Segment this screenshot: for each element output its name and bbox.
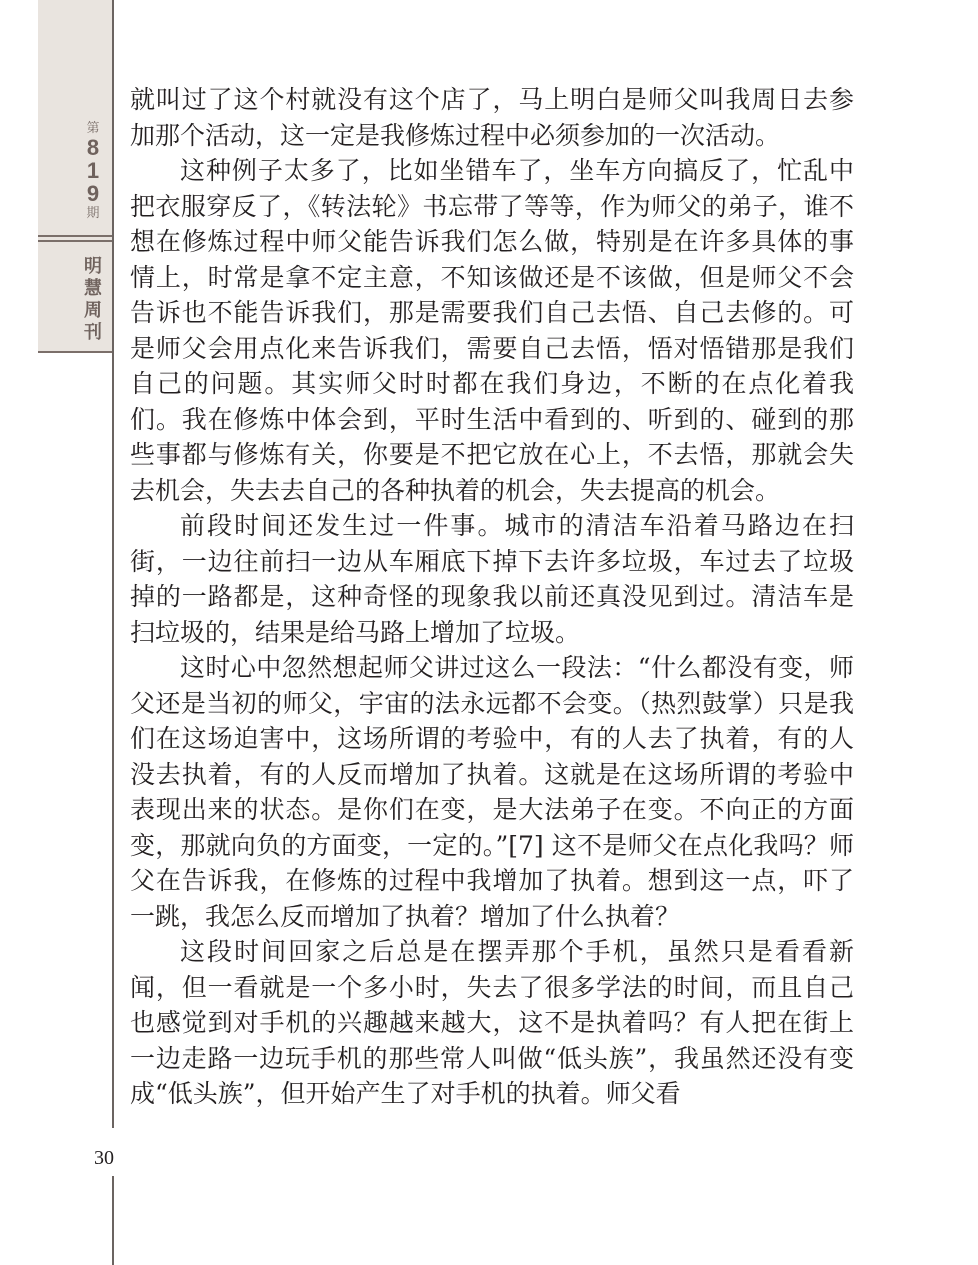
sidebar-divider	[38, 235, 112, 237]
paragraph: 这段时间回家之后总是在摆弄那个手机，虽然只是看看新闻，但一看就是一个多小时，失去了很多学法的时间，而且自己也感觉到对手机的兴趣越来越大，这不是执着吗？有人把在街上一边走路一边玩手机的那些常人叫做“低头族”，我虽然还没有变成“低头族”，但开始产生了对手机的执着。师父看	[130, 937, 854, 1108]
page-number: 30	[94, 1147, 114, 1169]
magazine-title-char: 刊	[84, 322, 102, 343]
issue-number	[74, 120, 112, 221]
magazine-title-char: 明	[84, 256, 102, 277]
article-body	[130, 82, 854, 1112]
issue-digit: 8	[86, 135, 100, 160]
magazine-title-char: 周	[84, 300, 102, 321]
paragraph: 就叫过了这个村就没有这个店了，马上明白是师父叫我周日去参加那个活动，这一定是我修炼过程中必须参加的一次活动。	[130, 85, 854, 150]
sidebar-bottom-divider	[38, 351, 112, 353]
issue-prefix: 第	[86, 120, 100, 135]
issue-suffix: 期	[86, 205, 100, 220]
margin-rule	[112, 0, 114, 1265]
paragraph: 这种例子太多了，比如坐错车了，坐车方向搞反了，忙乱中把衣服穿反了，《转法轮》书忘带了等等，作为师父的弟子，谁不想在修炼过程中师父能告诉我们怎么做，特别是在许多具体的事情上，时常是拿不定主意，不知该做还是不该做，但是师父不会告诉也不能告诉我们，那是需要我们自己去悟、自己去修的。可是师父会用点化来告诉我们，需要自己去悟，悟对悟错那是我们自己的问题。其实师父时时都在我们身边，不断的在点化着我们。我在修炼中体会到，平时生活中看到的、听到的、碰到的那些事都与修炼有关，你要是不把它放在心上，不去悟，那就会失去机会，失去去自己的各种执着的机会，失去提高的机会。	[130, 156, 854, 505]
magazine-title	[78, 256, 108, 344]
issue-digit: 1	[86, 158, 100, 183]
issue-digit: 9	[86, 181, 100, 206]
sidebar-divider	[38, 240, 112, 242]
paragraph: 前段时间还发生过一件事。城市的清洁车沿着马路边在扫街，一边往前扫一边从车厢底下掉下去许多垃圾，车过去了垃圾掉的一路都是，这种奇怪的现象我以前还真没见到过。清洁车是扫垃圾的，结果是给马路上增加了垃圾。	[130, 511, 854, 647]
magazine-title-char: 慧	[84, 278, 102, 299]
paragraph: 这时心中忽然想起师父讲过这么一段法：“什么都没有变，师父还是当初的师父，宇宙的法永远都不会变。（热烈鼓掌）只是我们在这场迫害中，这场所谓的考验中，有的人去了执着，有的人没去执着，有的人反而增加了执着。这就是在这场所谓的考验中表现出来的状态。是你们在变，是大法弟子在变。不向正的方面变，那就向负的方面变，一定的。”[7] 这不是师父在点化我吗？师父在告诉我，在修炼的过程中我增加了执着。想到这一点，吓了一跳，我怎么反而增加了执着？增加了什么执着？	[130, 653, 854, 931]
